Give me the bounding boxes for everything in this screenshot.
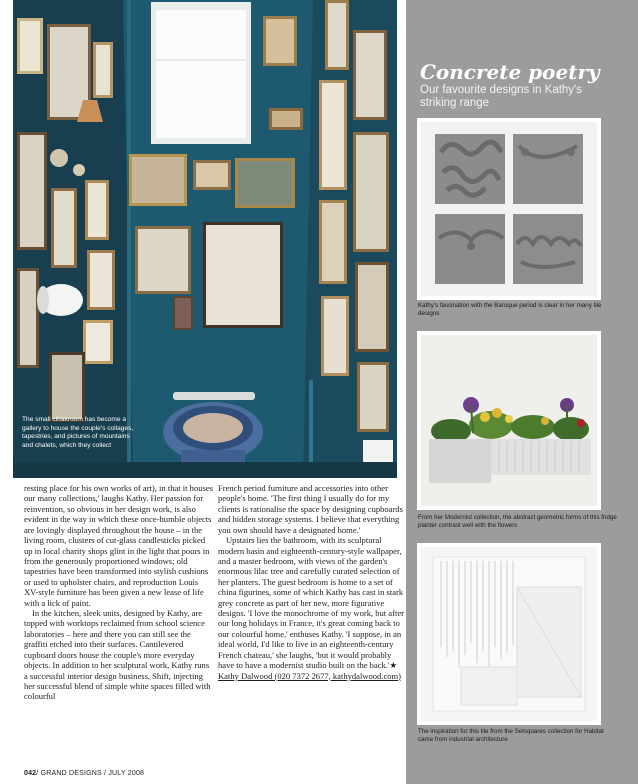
article-column-left	[24, 483, 213, 702]
paragraph: Upstairs lies the bathroom, with its sculptural modern basin and eighteenth-century-style wallpaper, and a master bedroom, with views of the garden's enormous lilac tree and carefully curated selection of her planters. The guest bedroom is home to a set of china figurines, some of which Kathy has cast in stark grey concrete as part of her new, more figurative designs. 'I love the monochrome of my work, but after our long holidays in France, it's great coming back to our colourful home,' enthuses Kathy. 'I suppose, in an ideal world, I'd like to live in an eighteenth-century French chateau,' she laughs, 'but it would probably have to have a modernist studio built on the back.'★	[218, 535, 404, 671]
page-number: 042	[24, 770, 37, 777]
planter-caption: From her Modernist collection, the abstract geometric forms of this fridge planter contrast well with the flowers	[418, 514, 617, 530]
baroque-tiles-photo	[417, 118, 601, 300]
page-footer	[24, 770, 144, 777]
footer-text: / GRAND DESIGNS / JULY 2008	[36, 770, 145, 777]
paragraph: French period furniture and accessories into other people's home. 'The first thing I usually do for my clients is rationalise the space by designing cupboards and hidden storage systems. I believe that everything you own should have a designated home.'	[218, 483, 403, 535]
relief-tile-caption: The inspiration for this tile from the Setsquares collection for Habitat came from industrial architecture	[418, 728, 604, 744]
sidebar-title: Concrete poetry	[420, 60, 600, 84]
fridge-planter-photo	[417, 331, 601, 510]
tiles-caption: Kathy's fascination with the Baroque period is clear in her many tile designs	[418, 302, 602, 318]
cloakroom-photo	[13, 0, 397, 478]
paragraph: In the kitchen, sleek units, designed by Kathy, are topped with worktops reclaimed from school science laboratories – here and there you can still see the graffiti etched into their surfaces. Cantilevered cupboard doors house the couple's more everyday objects. In addition to her sculptural work, Kathy runs a successful interior design business, Shift, injecting her successful blend of simple white spaces filled with colourful	[24, 608, 211, 702]
article-column-right	[218, 483, 407, 681]
paragraph: resting place for his own works of art), in that it houses our many collections,' laughs Kathy. Her passion for reinvention, so obvious in her design work, is also evident in the way in which these once-humble objects are lovingly displayed throughout the house – in the living room, clusters of cut-glass candlesticks picked up in local charity shops glint in the light that pours in from the generously proportioned windows; old tapestries have been transformed into stylish cushions or used to upholster chairs, and reproduction Louis XV-style furniture has been given a new lease of life with a lick of paint.	[24, 483, 213, 608]
contact-link[interactable]: Kathy Dalwood (020 7372 2677, kathydalwood.com)	[218, 670, 402, 681]
photo-caption: The small cloakroom has become a gallery to house the couple's collages, tapestries, and pictures of mountains and chalets, which they collect	[22, 416, 134, 449]
setsquares-tile-photo	[417, 543, 601, 725]
sidebar-subtitle: Our favourite designs in Kathy's striking range	[420, 84, 582, 109]
